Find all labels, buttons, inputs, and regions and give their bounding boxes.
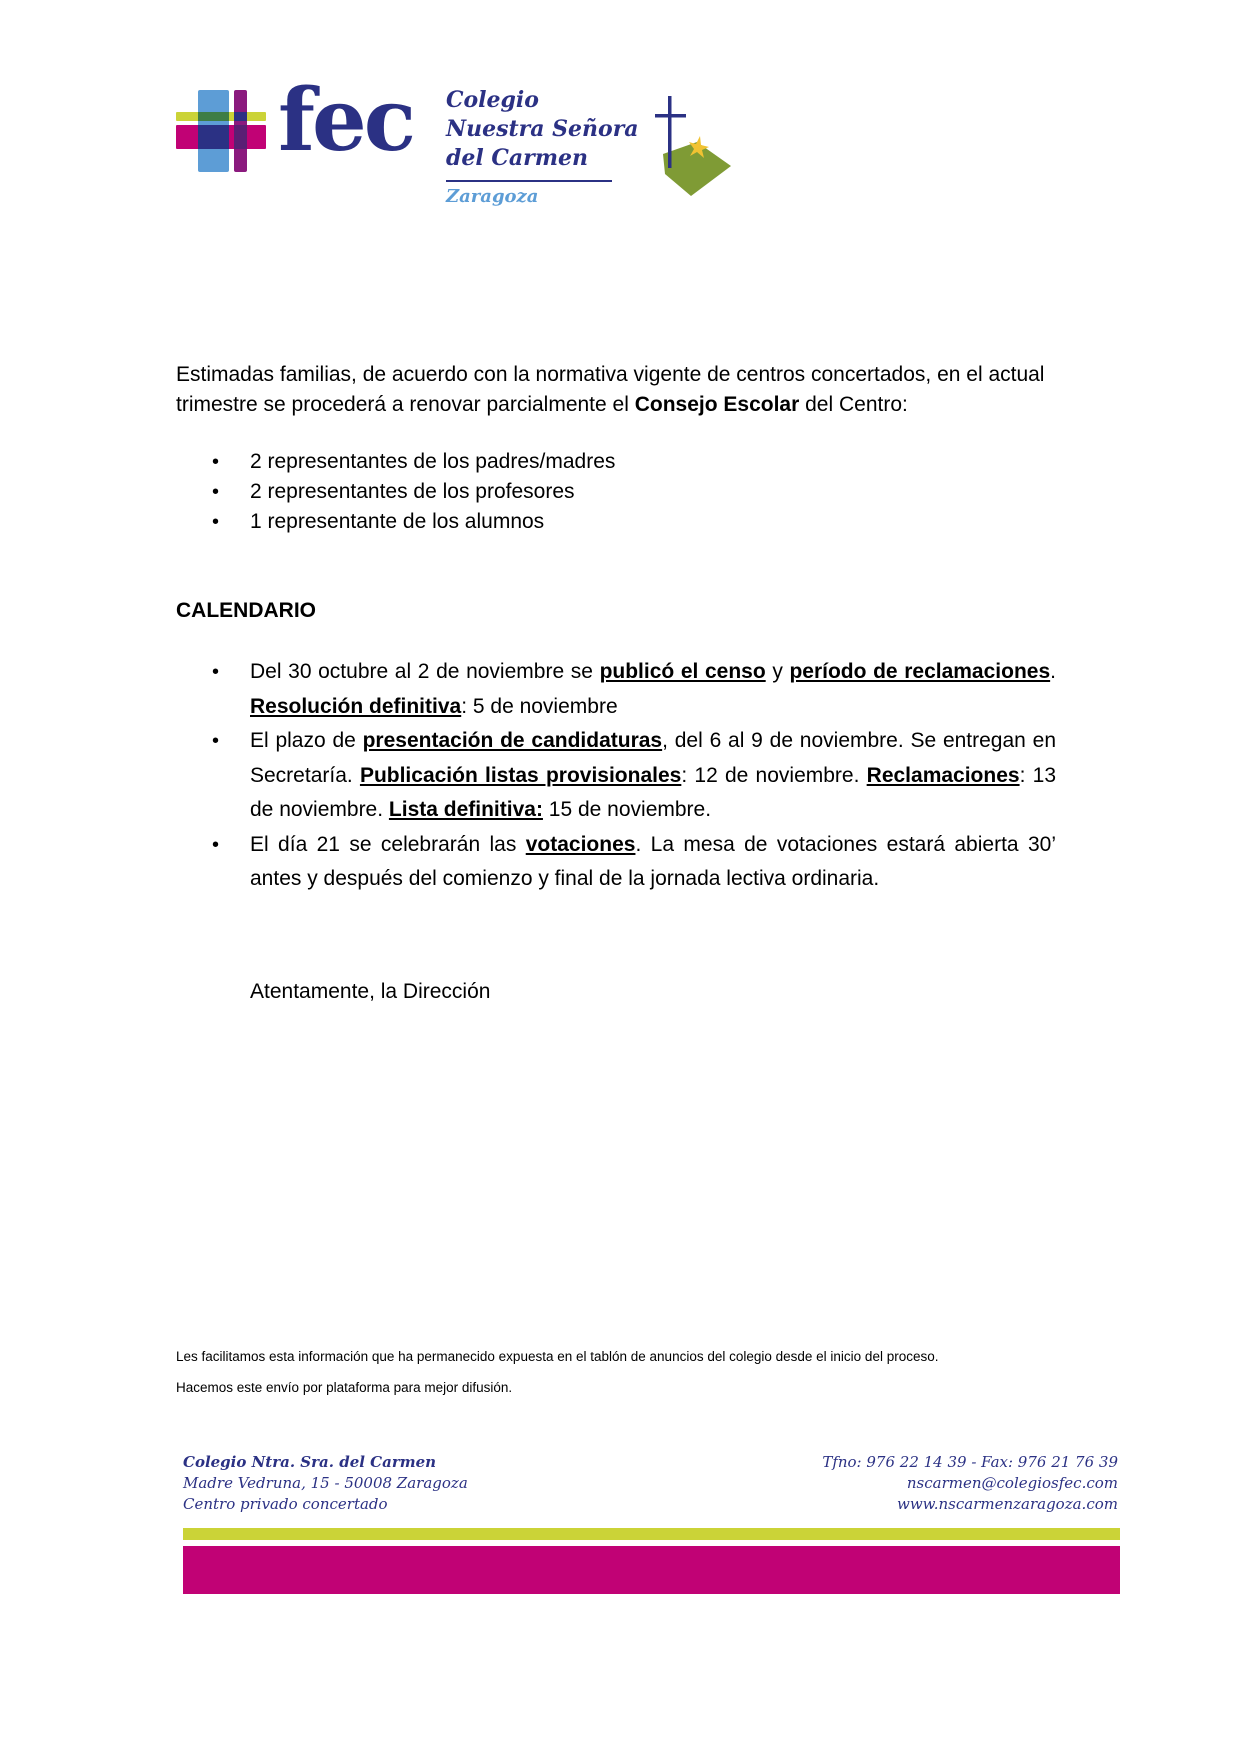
list-item: • 2 representantes de los profesores	[176, 477, 1056, 507]
list-item: • 1 representante de los alumnos	[176, 507, 1056, 537]
calendar-text: El día 21 se celebrarán las	[250, 832, 526, 856]
fec-logo-text: fec	[278, 70, 414, 171]
calendar-text: 15 de noviembre.	[542, 798, 712, 821]
signoff: Atentamente, la Dirección	[250, 980, 491, 1003]
calendar-item	[176, 828, 1056, 897]
calendar-emphasis: período de reclamaciones	[789, 660, 1051, 683]
footer-school-name: Colegio Ntra. Sra. del Carmen	[183, 1453, 437, 1471]
calendar-text: El plazo de	[250, 729, 363, 752]
calendar-list	[176, 655, 1056, 897]
school-name-line: del Carmen	[446, 145, 589, 171]
footer-contact	[822, 1452, 1118, 1515]
footer-magenta-band	[183, 1546, 1120, 1594]
footer-phones: Tfno: 976 22 14 39 - Fax: 976 21 76 39	[822, 1453, 1118, 1471]
footer-address-line: Madre Vedruna, 15 - 50008 Zaragoza	[183, 1474, 468, 1492]
calendar-emphasis: votaciones	[525, 832, 636, 856]
intro-text: Estimadas familias, de acuerdo con la normativa vigente de centros concertados, en el actual trimestre se procederá a renovar parcialmente el	[176, 363, 1045, 416]
calendar-text: : 5 de noviembre	[461, 694, 618, 718]
intro-paragraph	[176, 360, 1056, 420]
footer-lime-band	[183, 1528, 1120, 1540]
school-name-logo	[446, 86, 639, 173]
consejo-escolar-emphasis: Consejo Escolar	[634, 393, 800, 416]
calendar-item	[176, 724, 1056, 828]
footnote: Hacemos este envío por plataforma para mejor difusión.	[176, 1380, 513, 1395]
footer-school-type: Centro privado concertado	[183, 1495, 388, 1513]
calendar-text: : 13 de noviembre.	[250, 763, 1056, 821]
calendar-text: . La mesa de votaciones estará abierta 30’ antes y después del comienzo y final de la jornada lectiva ordinaria.	[250, 832, 1056, 890]
calendar-item	[176, 655, 1056, 724]
calendar-emphasis: presentación de candidaturas	[362, 729, 663, 752]
intro-text-end: del Centro:	[799, 393, 908, 416]
footer-website: www.nscarmenzaragoza.com	[896, 1495, 1118, 1513]
logo-divider	[446, 180, 612, 182]
calendar-emphasis: Publicación listas provisionales	[359, 763, 682, 787]
school-name-line: Colegio	[446, 87, 539, 113]
school-city: Zaragoza	[446, 186, 539, 207]
representatives-list	[176, 447, 1056, 537]
calendar-emphasis: Lista definitiva:	[388, 798, 543, 821]
calendar-heading: CALENDARIO	[176, 599, 316, 622]
list-item: • 2 representantes de los padres/madres	[176, 447, 1056, 477]
calendar-text: .	[1050, 660, 1056, 683]
calendar-emphasis: publicó el censo	[599, 660, 766, 683]
cross-and-star-logo-icon	[655, 92, 735, 198]
calendar-text: y	[765, 660, 790, 683]
calendar-emphasis: Reclamaciones	[866, 763, 1020, 787]
school-name-line: Nuestra Señora	[446, 116, 639, 142]
footnote: Les facilitamos esta información que ha permanecido expuesta en el tablón de anuncios del colegio desde el inicio del proceso.	[176, 1349, 939, 1364]
calendar-text: Del 30 octubre al 2 de noviembre se	[250, 660, 600, 683]
calendar-text: : 12 de noviembre.	[681, 763, 867, 787]
footer-address	[183, 1452, 468, 1515]
calendar-text: , del 6 al 9 de noviembre. Se entregan en Secretaría.	[250, 729, 1056, 787]
calendar-emphasis: Resolución definitiva	[250, 694, 462, 718]
fec-cross-logo-icon	[176, 90, 266, 172]
footer-email: nscarmen@colegiosfec.com	[906, 1474, 1118, 1492]
